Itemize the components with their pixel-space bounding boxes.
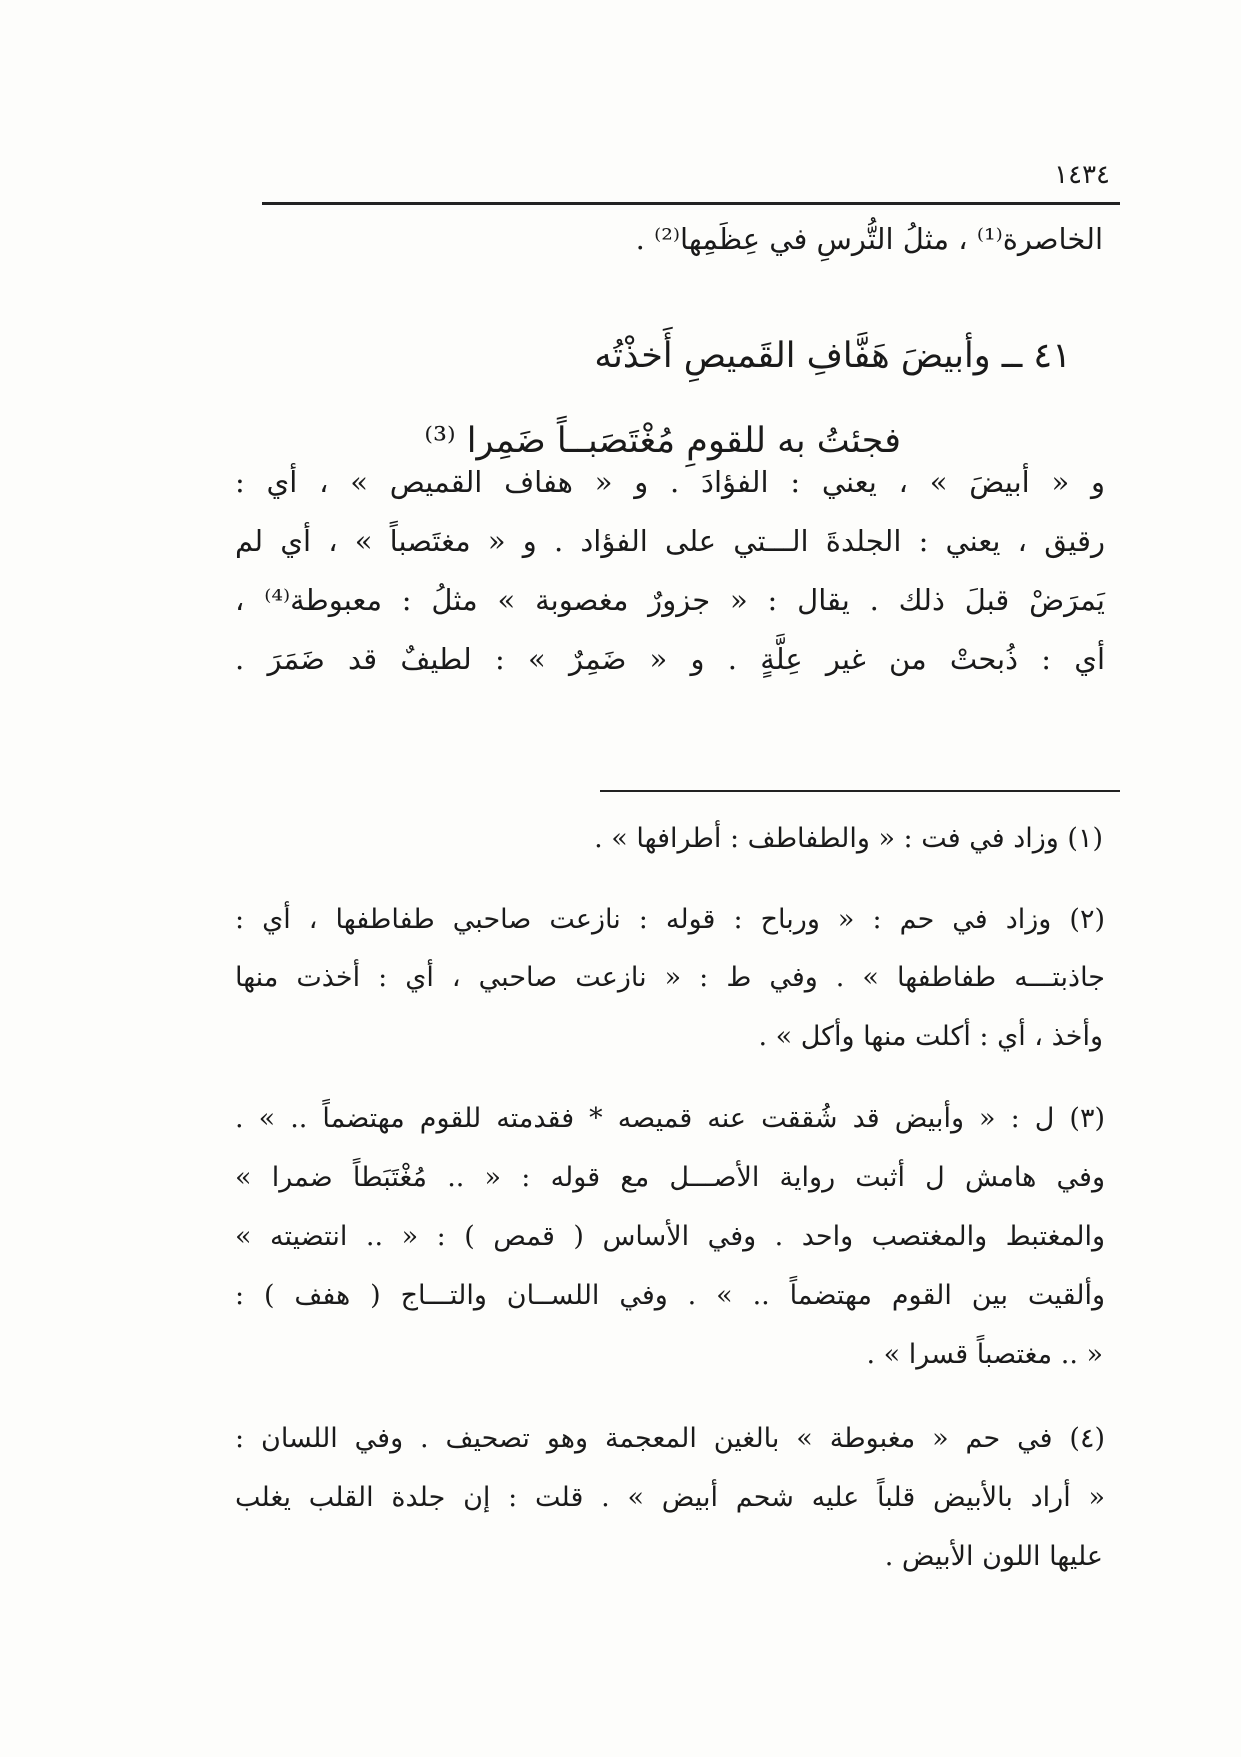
footnote-separator	[600, 790, 1120, 792]
commentary-line-3: يَمرَضْ قبلَ ذلك . يقال : « جزورٌ مغصوبة » مثلُ : معبوطة⁽⁴⁾ ،	[235, 583, 1106, 617]
footnote-2-line-3: وأخذ ، أي : أكلت منها وأكل » .	[758, 1021, 1103, 1052]
page-number: ١٤٣٤	[1054, 160, 1110, 190]
commentary-line-1: و « أبيضَ » ، يعني : الفؤادَ . و « هفاف القميص » ، أي :	[235, 465, 1105, 499]
footnote-4-line-3: عليها اللون الأبيض .	[884, 1541, 1103, 1572]
verse-second-hemistich: فجئتُ به للقومِ مُغْتَصَبــاً ضَمِرا ⁽³⁾	[424, 421, 901, 461]
footnote-4-line-1: (٤) في حم « مغبوطة » بالغين المعجمة وهو تصحيف . وفي اللسان :	[235, 1423, 1105, 1454]
header-rule	[262, 202, 1120, 205]
body-line-1: الخاصرة⁽¹⁾ ، مثلُ التُّرسِ في عِظَمِها⁽²⁾ .	[635, 222, 1103, 256]
footnote-2-line-1: (٢) وزاد في حم : « ورباح : قوله : نازعت صاحبي طفاطفها ، أي :	[235, 904, 1105, 935]
footnote-3-line-1: (٣) ل : « وأبيض قد شُققت عنه قميصه * فقدمته للقوم مهتضماً .. » .	[235, 1103, 1105, 1134]
verse-first-hemistich: ٤١ ــ وأبيضَ هَفَّافِ القَميصِ أَخذْتُه	[594, 336, 1071, 376]
footnote-3-line-2: وفي هامش ل أثبت رواية الأصـــل مع قوله : « .. مُغْتَبَطاً ضمرا »	[235, 1162, 1105, 1193]
footnote-4-line-2: « أراد بالأبيض قلباً عليه شحم أبيض » . قلت : إن جلدة القلب يغلب	[235, 1482, 1105, 1513]
footnote-3-line-5: « .. مغتصباً قسرا » .	[866, 1339, 1103, 1370]
footnote-2-line-2: جاذبتـــه طفاطفها » . وفي ط : « نازعت صاحبي ، أي : أخذت منها	[235, 962, 1105, 993]
footnote-1: (١) وزاد في فت : « والطفاطف : أطرافها » .	[594, 823, 1103, 854]
commentary-line-2: رقيق ، يعني : الجلدةَ الـــتي على الفؤاد . و « مغتَصباً » ، أي لم	[235, 524, 1105, 558]
commentary-line-4: أي : ذُبحتْ من غير عِلَّةٍ . و « ضَمِرٌ » : لطيفٌ قد ضَمَرَ .	[235, 642, 1105, 676]
footnote-3-line-3: والمغتبط والمغتصب واحد . وفي الأساس ( قمص ) : « .. انتضيته »	[235, 1221, 1105, 1252]
footnote-3-line-4: وألقيت بين القوم مهتضماً .. » . وفي اللســان والتـــاج ( هفف ) :	[235, 1280, 1105, 1311]
